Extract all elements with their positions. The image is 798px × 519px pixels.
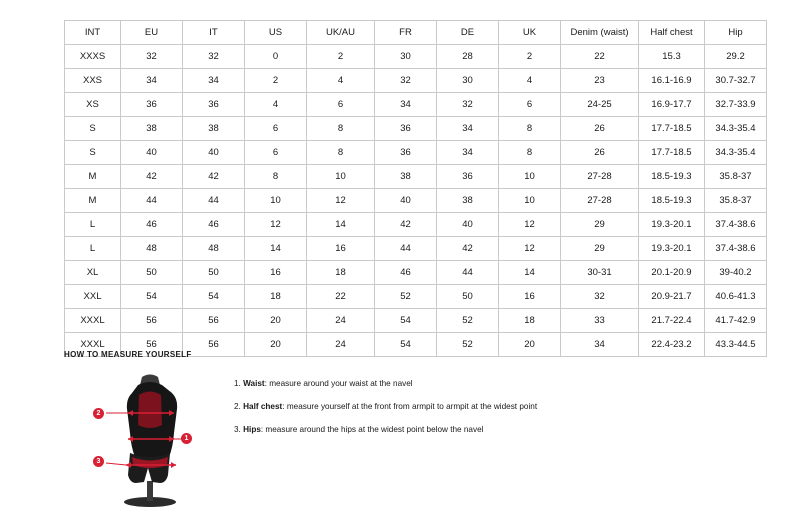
table-cell: 34.3-35.4 [705,141,767,165]
table-cell: 20.9-21.7 [639,285,705,309]
table-cell: 19.3-20.1 [639,213,705,237]
table-cell: 16 [245,261,307,285]
table-cell: 40 [121,141,183,165]
table-cell: 20 [499,333,561,357]
table-cell: 18 [307,261,375,285]
how-to-measure-title: HOW TO MEASURE YOURSELF [64,350,192,359]
table-cell: 42 [375,213,437,237]
table-cell: 50 [437,285,499,309]
table-cell: 18 [499,309,561,333]
table-cell: 30 [375,45,437,69]
mannequin-illustration [92,369,212,509]
table-cell: 16.1-16.9 [639,69,705,93]
table-header-cell: EU [121,21,183,45]
table-row [65,285,767,309]
table-cell: 24 [307,309,375,333]
table-cell: XXS [65,69,121,93]
table-cell: 12 [307,189,375,213]
table-cell: 15.3 [639,45,705,69]
table-cell: 30.7-32.7 [705,69,767,93]
table-row [65,69,767,93]
table-cell: 26 [561,117,639,141]
table-cell: 34 [183,69,245,93]
measure-number: 1. [234,379,241,388]
measure-term: Half chest [243,401,283,411]
table-cell: 6 [307,93,375,117]
table-cell: 12 [499,237,561,261]
table-cell: 38 [375,165,437,189]
badge-hips: 3 [93,456,104,467]
table-cell: 37.4-38.6 [705,237,767,261]
table-cell: 36 [375,117,437,141]
table-cell: 40.6-41.3 [705,285,767,309]
table-cell: 21.7-22.4 [639,309,705,333]
table-header-cell: US [245,21,307,45]
table-cell: 35.8-37 [705,165,767,189]
table-cell: 20 [245,333,307,357]
table-row [65,309,767,333]
table-cell: 56 [183,309,245,333]
table-cell: 52 [437,333,499,357]
table-cell: 46 [375,261,437,285]
table-cell: 42 [437,237,499,261]
table-cell: 6 [499,93,561,117]
table-cell: 48 [121,237,183,261]
table-cell: 29.2 [705,45,767,69]
mannequin-figure [92,369,212,509]
table-cell: 8 [499,141,561,165]
table-cell: 56 [121,333,183,357]
table-header-cell: Half chest [639,21,705,45]
table-cell: 18 [245,285,307,309]
table-cell: XXXS [65,45,121,69]
table-cell: 0 [245,45,307,69]
table-cell: 34 [437,117,499,141]
table-cell: 54 [183,285,245,309]
table-cell: 38 [121,117,183,141]
table-cell: 10 [499,165,561,189]
table-cell: 32.7-33.9 [705,93,767,117]
table-cell: 19.3-20.1 [639,237,705,261]
table-cell: 10 [307,165,375,189]
table-cell: 44 [437,261,499,285]
table-cell: 54 [375,309,437,333]
badge-half-chest: 2 [93,408,104,419]
table-cell: 18.5-19.3 [639,165,705,189]
table-cell: 46 [183,213,245,237]
table-cell: 44 [375,237,437,261]
table-cell: 26 [561,141,639,165]
table-cell: 34 [437,141,499,165]
table-cell: 2 [307,45,375,69]
table-cell: 22 [561,45,639,69]
table-cell: 33 [561,309,639,333]
table-cell: 52 [437,309,499,333]
table-cell: 54 [375,333,437,357]
table-cell: 23 [561,69,639,93]
table-cell: XL [65,261,121,285]
measure-text: : measure around the hips at the widest point below the navel [260,424,484,434]
table-cell: 41.7-42.9 [705,309,767,333]
table-row [65,165,767,189]
measure-term: Waist [243,379,265,388]
table-cell: 6 [245,117,307,141]
table-row [65,261,767,285]
table-row [65,213,767,237]
table-cell: 8 [307,141,375,165]
table-cell: 10 [245,189,307,213]
table-cell: 8 [499,117,561,141]
table-cell: M [65,189,121,213]
table-cell: 40 [375,189,437,213]
table-cell: 34.3-35.4 [705,117,767,141]
table-cell: 42 [121,165,183,189]
table-cell: 22.4-23.2 [639,333,705,357]
table-cell: 50 [183,261,245,285]
table-cell: 44 [183,189,245,213]
table-cell: XS [65,93,121,117]
table-cell: 40 [183,141,245,165]
size-chart-table [64,20,767,357]
table-cell: 27-28 [561,189,639,213]
table-row [65,93,767,117]
how-to-measure-section [64,350,744,509]
table-cell: M [65,165,121,189]
measure-term: Hips [243,424,261,434]
table-cell: XXL [65,285,121,309]
table-cell: 4 [307,69,375,93]
table-cell: 32 [121,45,183,69]
table-cell: 27-28 [561,165,639,189]
table-cell: 14 [499,261,561,285]
table-cell: 17.7-18.5 [639,141,705,165]
table-cell: 29 [561,237,639,261]
table-cell: 30-31 [561,261,639,285]
table-cell: 43.3-44.5 [705,333,767,357]
table-cell: 2 [499,45,561,69]
measure-instructions-list [234,369,537,448]
table-cell: 50 [121,261,183,285]
table-cell: 22 [307,285,375,309]
table-cell: 16.9-17.7 [639,93,705,117]
table-cell: 32 [183,45,245,69]
table-cell: 56 [121,309,183,333]
table-cell: 54 [121,285,183,309]
measure-text: : measure around your waist at the navel [264,379,413,388]
table-header-cell: Denim (waist) [561,21,639,45]
table-cell: L [65,237,121,261]
table-cell: 40 [437,213,499,237]
table-cell: 6 [245,141,307,165]
table-cell: 32 [437,93,499,117]
table-cell: 44 [121,189,183,213]
table-cell: 36 [375,141,437,165]
table-row [65,189,767,213]
table-cell: 56 [183,333,245,357]
table-cell: 12 [499,213,561,237]
table-header-cell: UK [499,21,561,45]
table-cell: 10 [499,189,561,213]
measure-text: : measure yourself at the front from armpit to armpit at the widest point [282,401,538,411]
measure-number: 2. [234,401,241,411]
measure-instruction [234,379,537,389]
table-cell: 39-40.2 [705,261,767,285]
table-cell: S [65,117,121,141]
table-row [65,117,767,141]
table-cell: 36 [183,93,245,117]
table-cell: 17.7-18.5 [639,117,705,141]
table-cell: 24-25 [561,93,639,117]
table-cell: 34 [561,333,639,357]
table-cell: XXXL [65,333,121,357]
table-header-row [65,21,767,45]
table-header-cell: UK/AU [307,21,375,45]
table-cell: 38 [437,189,499,213]
table-cell: L [65,213,121,237]
table-row [65,45,767,69]
table-cell: 20 [245,309,307,333]
table-header-cell: IT [183,21,245,45]
table-cell: 32 [561,285,639,309]
table-cell: 30 [437,69,499,93]
table-cell: 14 [245,237,307,261]
table-row [65,237,767,261]
table-cell: 14 [307,213,375,237]
table-cell: S [65,141,121,165]
table-cell: 24 [307,333,375,357]
table-cell: 20.1-20.9 [639,261,705,285]
table-cell: 48 [183,237,245,261]
table-cell: 38 [183,117,245,141]
table-body [65,45,767,357]
measure-instruction [234,402,537,412]
table-cell: 18.5-19.3 [639,189,705,213]
table-cell: 8 [307,117,375,141]
table-cell: 36 [437,165,499,189]
table-cell: 46 [121,213,183,237]
measure-number: 3. [234,424,241,434]
table-cell: 32 [375,69,437,93]
table-cell: XXXL [65,309,121,333]
table-cell: 42 [183,165,245,189]
table-cell: 16 [499,285,561,309]
table-cell: 4 [245,93,307,117]
table-header-cell: INT [65,21,121,45]
table-cell: 35.8-37 [705,189,767,213]
table-cell: 52 [375,285,437,309]
table-cell: 4 [499,69,561,93]
table-cell: 34 [121,69,183,93]
table-cell: 37.4-38.6 [705,213,767,237]
table-cell: 8 [245,165,307,189]
table-cell: 16 [307,237,375,261]
table-header-cell: DE [437,21,499,45]
table-cell: 2 [245,69,307,93]
table-cell: 12 [245,213,307,237]
measure-instruction [234,425,537,435]
table-header-cell: FR [375,21,437,45]
table-cell: 28 [437,45,499,69]
table-header-cell: Hip [705,21,767,45]
badge-waist: 1 [181,433,192,444]
table-cell: 29 [561,213,639,237]
table-cell: 34 [375,93,437,117]
table-cell: 36 [121,93,183,117]
table-row [65,141,767,165]
